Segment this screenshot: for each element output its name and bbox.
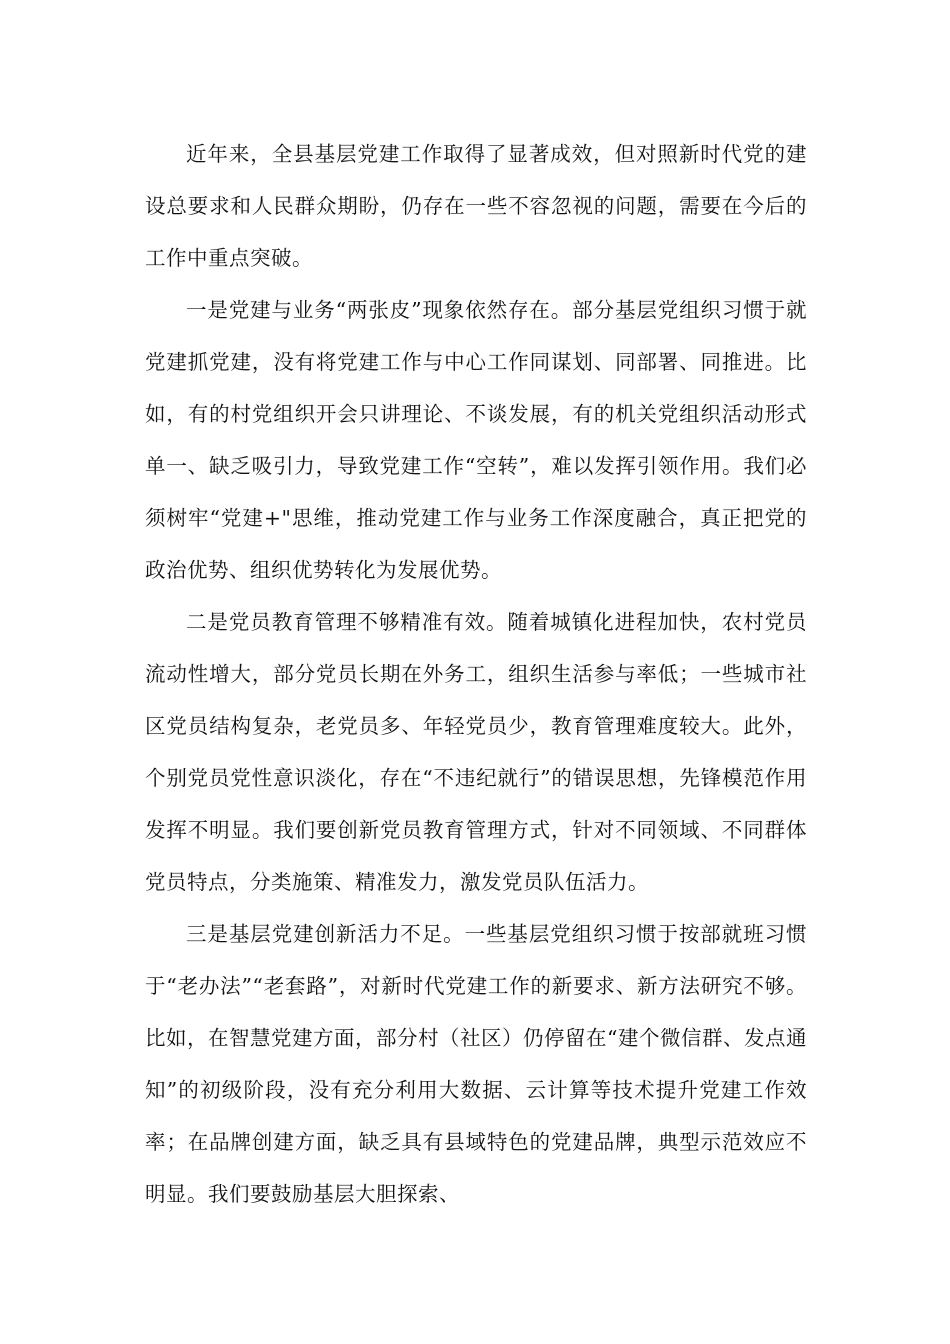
paragraph-point-two: 二是党员教育管理不够精准有效。随着城镇化进程加快，农村党员流动性增大，部分党员长期在外务工，组织生活参与率低；一些城市社区党员结构复杂，老党员多、年轻党员少，教育管理难度较大。此外，个别党员党性意识淡化，存在“不违纪就行”的错误思想，先锋模范作用发挥不明显。我们要创新党员教育管理方式，针对不同领域、不同群体党员特点，分类施策、精准发力，激发党员队伍活力。 [145, 610, 807, 894]
paragraph-intro: 近年来，全县基层党建工作取得了显著成效，但对照新时代党的建设总要求和人民群众期盼，仍存在一些不容忽视的问题，需要在今后的工作中重点突破。 [145, 142, 807, 270]
document-body [145, 128, 807, 1220]
paragraph-point-one: 一是党建与业务“两张皮”现象依然存在。部分基层党组织习惯于就党建抓党建，没有将党建工作与中心工作同谋划、同部署、同推进。比如，有的村党组织开会只讲理论、不谈发展，有的机关党组织活动形式单一、缺乏吸引力，导致党建工作“空转”，难以发挥引领作用。我们必须树牢“党建+"思维，推动党建工作与业务工作深度融合，真正把党的政治优势、组织优势转化为发展优势。 [145, 298, 807, 582]
paragraph-point-three: 三是基层党建创新活力不足。一些基层党组织习惯于按部就班习惯于“老办法”“老套路”，对新时代党建工作的新要求、新方法研究不够。比如，在智慧党建方面，部分村（社区）仍停留在“建个微信群、发点通知”的初级阶段，没有充分利用大数据、云计算等技术提升党建工作效率；在品牌创建方面，缺乏具有县域特色的党建品牌，典型示范效应不明显。我们要鼓励基层大胆探索、 [145, 922, 807, 1206]
